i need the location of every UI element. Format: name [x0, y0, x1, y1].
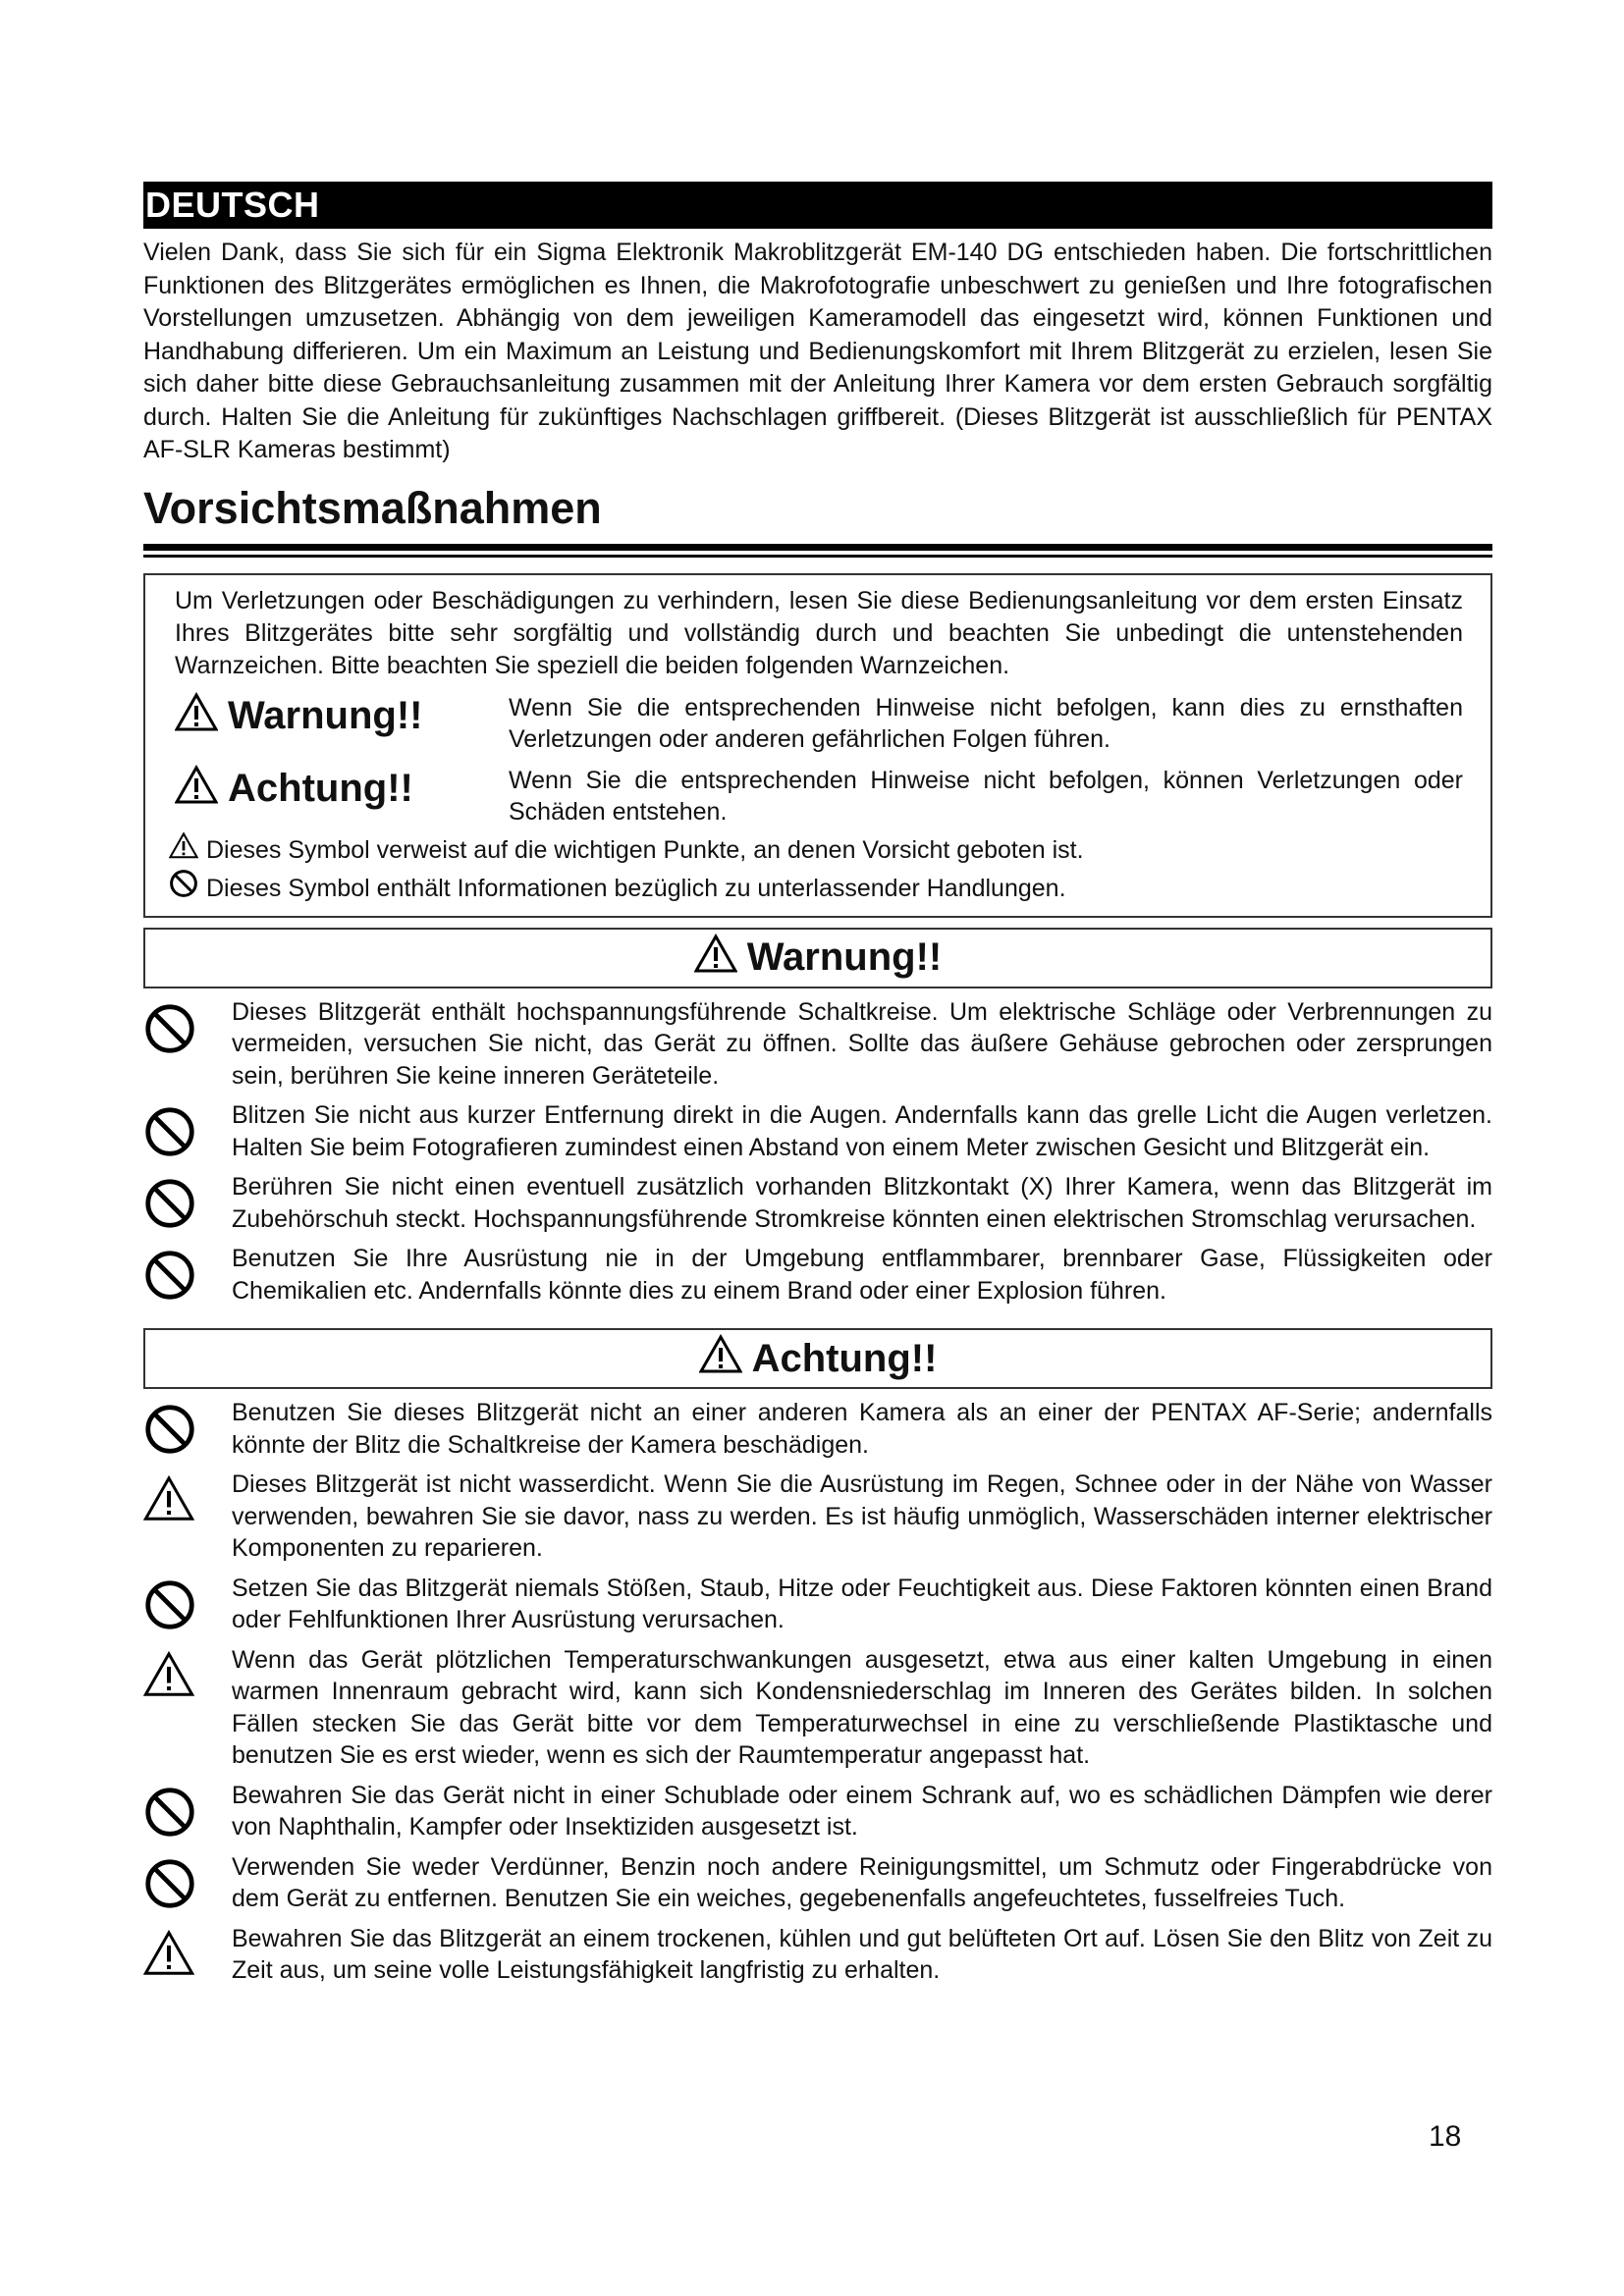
caution-item — [143, 1468, 1492, 1565]
caution-label-text: Achtung!! — [228, 767, 413, 810]
warning-label-text: Warnung!! — [228, 694, 423, 737]
warning-triangle-icon — [699, 1334, 742, 1383]
legend-triangle — [169, 831, 1463, 869]
caution-item-text: Wenn das Gerät plötzlichen Temperaturschwankungen ausgesetzt, etwa aus einer kalten Umgebung in einen warmen Innenraum gebracht wird, kann sich Kondensniederschlag im Inneren des Gerätes bilden. In solchen Fällen stecken Sie das Gerät bitte vor dem Temperaturwechsel in eine zu verschließende Plastiktasche und benutzen Sie es erst wieder, wenn es sich der Raumtemperatur angepasst hat. — [232, 1645, 1492, 1769]
language-header: DEUTSCH — [143, 182, 1492, 229]
warning-triangle-icon — [175, 692, 218, 741]
warning-section-header — [143, 928, 1492, 988]
caution-item — [143, 1573, 1492, 1636]
caution-item — [143, 1923, 1492, 1987]
caution-definition — [175, 765, 1463, 828]
warning-item-text: Dieses Blitzgerät enthält hochspannungsführende Schaltkreise. Um elektrische Schläge oder Verbrennungen zu vermeiden, versuchen Sie nicht, das Gerät zu öffnen. Sollte das äußere Gehäuse gebrochen oder zersprungen sein, berühren Sie keine inneren Geräteteile. — [232, 997, 1492, 1090]
caution-item-text: Dieses Blitzgerät ist nicht wasserdicht. Wenn Sie die Ausrüstung im Regen, Schnee oder in der Nähe von Wasser verwenden, bewahren Sie sie davor, nass zu werden. Es ist häufig unmöglich, Wasserschäden interner elektrischer Komponenten zu reparieren. — [232, 1470, 1492, 1562]
intro-paragraph: Vielen Dank, dass Sie sich für ein Sigma Elektronik Makroblitzgerät EM-140 DG entschieden haben. Die fortschrittlichen Funktionen des Blitzgerätes ermöglichen es Ihnen, die Makrofotografie unbeschwert zu genießen und Ihre fotografischen Vorstellungen umzusetzen. Abhängig von dem jeweiligen Kameramodell das eingesetzt wird, können Funktionen und Handhabung differieren. Um ein Maximum an Leistung und Bedienungskomfort mit Ihrem Blitzgerät zu erzielen, lesen Sie sich daher bitte diese Gebrauchsanleitung zusammen mit der Anleitung Ihrer Kamera vor dem ersten Gebrauch sorgfältig durch. Halten Sie die Anleitung für zukünftiges Nachschlagen griffbereit. (Dieses Blitzgerät ist ausschließlich für PENTAX AF-SLR Kameras bestimmt) — [143, 239, 1492, 463]
warning-item-text: Blitzen Sie nicht aus kurzer Entfernung direkt in die Augen. Andernfalls kann das grelle Licht die Augen verletzen. Halten Sie beim Fotografieren zumindest einen Abstand von einem Meter zwischen Gesicht und Blitzgerät ein. — [232, 1101, 1492, 1161]
caution-item-text: Bewahren Sie das Gerät nicht in einer Schublade oder einem Schrank auf, wo es schädlichen Dämpfen wie derer von Naphthalin, Kampfer oder Insektiziden ausgesetzt ist. — [232, 1781, 1492, 1841]
caution-definition-text: Wenn Sie die entsprechenden Hinweise nicht befolgen, können Verletzungen oder Schäden entstehen. — [509, 766, 1463, 826]
warning-definition — [175, 692, 1463, 755]
prohibit-icon — [143, 1171, 232, 1230]
caution-item — [143, 1851, 1492, 1915]
legend-triangle-text: Dieses Symbol verweist auf die wichtigen Punkte, an denen Vorsicht geboten ist. — [206, 835, 1084, 864]
notice-intro: Um Verletzungen oder Beschädigungen zu verhindern, lesen Sie diese Bedienungsanleitung vor dem ersten Einsatz Ihres Blitzgerätes bitte sehr sorgfältig und vollständig durch und beachten Sie unbedingt die untenstehenden Warnzeichen. Bitte beachten Sie speziell die beiden folgenden Warnzeichen. — [175, 586, 1463, 679]
warning-triangle-icon — [694, 934, 737, 983]
section-title: Vorsichtsmaßnahmen — [143, 482, 602, 533]
manual-page — [143, 182, 1492, 1987]
prohibit-icon — [143, 1573, 232, 1631]
caution-item-text: Setzen Sie das Blitzgerät niemals Stößen, Staub, Hitze oder Feuchtigkeit aus. Diese Faktoren könnten einen Brand oder Fehlfunktionen Ihrer Ausrüstung verursachen. — [232, 1574, 1492, 1633]
warning-section-title: Warnung!! — [746, 935, 943, 979]
warning-triangle-icon — [143, 1468, 232, 1522]
caution-section-title: Achtung!! — [751, 1336, 938, 1380]
warning-item-text: Berühren Sie nicht einen eventuell zusätzlich vorhanden Blitzkontakt (X) Ihrer Kamera, wenn das Blitzgerät im Zubehörschuh steckt. Hochspannungsführende Stromkreise könnten einen elektrischen Stromschlag verursachen. — [232, 1173, 1492, 1233]
caution-item — [143, 1780, 1492, 1843]
legend-prohibit — [169, 869, 1463, 908]
prohibit-icon — [143, 1397, 232, 1456]
prohibit-icon — [169, 869, 198, 908]
prohibit-icon — [143, 1851, 232, 1910]
title-rule-thin — [143, 555, 1492, 558]
title-rule-thick — [143, 544, 1492, 551]
caution-item-text: Verwenden Sie weder Verdünner, Benzin noch andere Reinigungsmittel, um Schmutz oder Fingerabdrücke von dem Gerät zu entfernen. Benutzen Sie ein weiches, gegebenenfalls angefeuchtetes, fusselfreies Tuch. — [232, 1852, 1492, 1912]
caution-item-text: Bewahren Sie das Blitzgerät an einem trockenen, kühlen und gut belüfteten Ort auf. Lösen Sie den Blitz von Zeit zu Zeit aus, um seine volle Leistungsfähigkeit langfristig zu erhalten. — [232, 1924, 1492, 1984]
prohibit-icon — [143, 1780, 232, 1839]
legend-prohibit-text: Dieses Symbol enthält Informationen bezüglich zu unterlassender Handlungen. — [206, 874, 1066, 902]
warning-item-text: Benutzen Sie Ihre Ausrüstung nie in der Umgebung entflammbarer, brennbarer Gase, Flüssigkeiten oder Chemikalien etc. Andernfalls könnte dies zu einem Brand oder einer Explosion führen. — [232, 1245, 1492, 1305]
caution-item-text: Benutzen Sie dieses Blitzgerät nicht an einer anderen Kamera als an einer der PENTAX AF-Serie; andernfalls könnte der Blitz die Schaltkreise der Kamera beschädigen. — [232, 1399, 1492, 1459]
caution-label — [175, 765, 509, 814]
caution-section-header — [143, 1328, 1492, 1389]
warning-triangle-icon — [175, 765, 218, 814]
warning-triangle-icon — [143, 1644, 232, 1697]
page-number: 18 — [1429, 2120, 1462, 2153]
prohibit-icon — [143, 1099, 232, 1158]
warning-triangle-icon — [169, 831, 198, 869]
warning-triangle-icon — [143, 1923, 232, 1976]
warning-item — [143, 1099, 1492, 1163]
caution-items — [143, 1397, 1492, 1987]
warning-item — [143, 996, 1492, 1093]
notice-box — [143, 573, 1492, 918]
warning-item — [143, 1243, 1492, 1307]
warning-items — [143, 996, 1492, 1308]
warning-definition-text: Wenn Sie die entsprechenden Hinweise nicht befolgen, kann dies zu ernsthaften Verletzungen oder anderen gefährlichen Folgen führen. — [509, 693, 1463, 753]
caution-item — [143, 1397, 1492, 1461]
caution-item — [143, 1644, 1492, 1772]
prohibit-icon — [143, 996, 232, 1055]
warning-label — [175, 692, 509, 741]
warning-item — [143, 1171, 1492, 1235]
prohibit-icon — [143, 1243, 232, 1302]
